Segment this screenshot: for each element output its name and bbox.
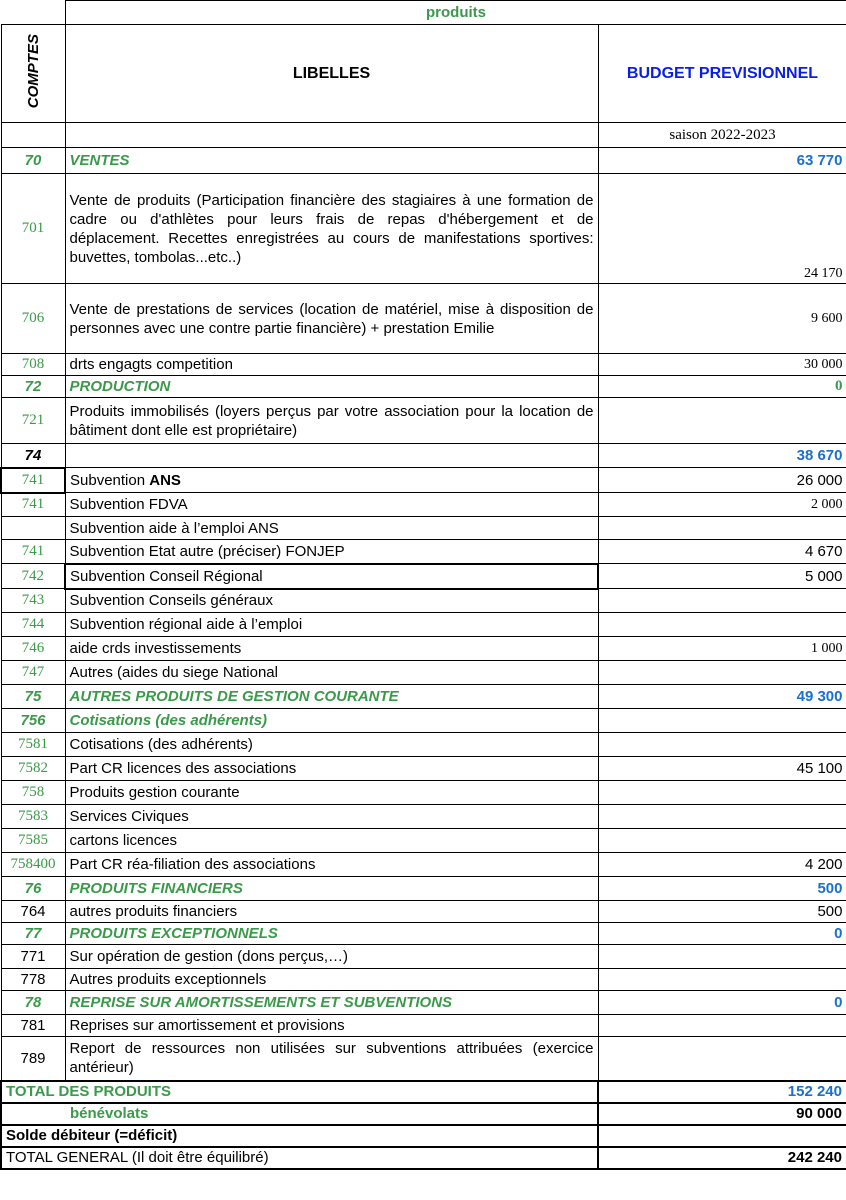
total-produits-label: TOTAL DES PRODUITS <box>1 1081 598 1103</box>
budget-value <box>598 517 846 540</box>
account-label: AUTRES PRODUITS DE GESTION COURANTE <box>65 685 598 709</box>
budget-value: 4 200 <box>598 853 846 877</box>
table-row <box>1 923 846 945</box>
total-row <box>1 1081 846 1103</box>
account-label: Report de ressources non utilisées sur subventions attribuées (exercice antérieur) <box>65 1037 598 1081</box>
table-row <box>1 517 846 540</box>
budget-value <box>598 969 846 991</box>
account-code <box>1 517 65 540</box>
table-row <box>1 376 846 398</box>
table-row <box>1 853 846 877</box>
account-label: Sur opération de gestion (dons perçus,…) <box>65 945 598 969</box>
account-code: 778 <box>1 969 65 991</box>
table-row <box>1 805 846 829</box>
budget-value: 38 670 <box>598 444 846 468</box>
budget-value <box>598 613 846 637</box>
budget-value: 9 600 <box>598 284 846 354</box>
table-row <box>1 444 846 468</box>
account-label: REPRISE SUR AMORTISSEMENTS ET SUBVENTIONS <box>65 991 598 1015</box>
budget-value: 4 670 <box>598 540 846 564</box>
budget-value <box>598 805 846 829</box>
account-code: 746 <box>1 637 65 661</box>
label-text: Subvention <box>70 471 150 489</box>
table-row <box>1 637 846 661</box>
label-bold-text: ANS <box>149 471 181 489</box>
total-general-value: 242 240 <box>598 1147 846 1169</box>
total-row <box>1 1103 846 1125</box>
table-row <box>1 468 846 493</box>
solde-label: Solde débiteur (=déficit) <box>1 1125 598 1147</box>
budget-value: 5 000 <box>598 564 846 589</box>
account-label: Subvention Conseil Régional <box>65 564 598 589</box>
account-label: Services Civiques <box>65 805 598 829</box>
account-label: autres produits financiers <box>65 901 598 923</box>
account-code: 7582 <box>1 757 65 781</box>
table-row <box>1 1037 846 1081</box>
budget-value <box>598 1037 846 1081</box>
account-code: 76 <box>1 877 65 901</box>
budget-value: 26 000 <box>598 468 846 493</box>
table-row <box>1 661 846 685</box>
budget-value: 0 <box>598 923 846 945</box>
account-code: 744 <box>1 613 65 637</box>
account-code: 758 <box>1 781 65 805</box>
budget-value <box>598 589 846 613</box>
account-code: 756 <box>1 709 65 733</box>
libelles-header: LIBELLES <box>65 25 598 123</box>
corner-cell <box>1 1 65 25</box>
account-code: 741 <box>1 468 65 493</box>
table-row <box>1 540 846 564</box>
account-label: Cotisations (des adhérents) <box>65 733 598 757</box>
account-label: drts engagts competition <box>65 354 598 376</box>
account-code: 701 <box>1 174 65 284</box>
account-code: 742 <box>1 564 65 589</box>
empty-cell <box>65 123 598 148</box>
account-label: Part CR licences des associations <box>65 757 598 781</box>
table-row <box>1 709 846 733</box>
account-code: 706 <box>1 284 65 354</box>
account-label: VENTES <box>65 148 598 174</box>
account-label: PRODUCTION <box>65 376 598 398</box>
account-label: Subvention Etat autre (préciser) FONJEP <box>65 540 598 564</box>
total-row <box>1 1125 846 1147</box>
table-row <box>1 1015 846 1037</box>
benevolats-value: 90 000 <box>598 1103 846 1125</box>
table-row <box>1 877 846 901</box>
budget-value <box>598 829 846 853</box>
table-row <box>1 398 846 444</box>
budget-value: 500 <box>598 877 846 901</box>
total-row <box>1 1147 846 1169</box>
account-code: 781 <box>1 1015 65 1037</box>
account-code: 70 <box>1 148 65 174</box>
budget-value <box>598 733 846 757</box>
account-label: Autres produits exceptionnels <box>65 969 598 991</box>
table-row <box>1 991 846 1015</box>
account-label: Reprises sur amortissement et provisions <box>65 1015 598 1037</box>
account-label: Part CR réa-filiation des associations <box>65 853 598 877</box>
table-row <box>1 733 846 757</box>
table-row <box>1 564 846 589</box>
account-code: 7583 <box>1 805 65 829</box>
table-row <box>1 901 846 923</box>
budget-value <box>598 661 846 685</box>
table-row <box>1 354 846 376</box>
table-row <box>1 174 846 284</box>
account-code: 78 <box>1 991 65 1015</box>
budget-value: 1 000 <box>598 637 846 661</box>
account-label: cartons licences <box>65 829 598 853</box>
account-label: Vente de prestations de services (location de matériel, mise à disposition de personnes avec une contre partie financière) + prestation Emilie <box>65 284 598 354</box>
budget-value <box>598 398 846 444</box>
budget-value: 24 170 <box>598 174 846 284</box>
budget-value <box>598 709 846 733</box>
account-label: Produits gestion courante <box>65 781 598 805</box>
budget-value: 0 <box>598 376 846 398</box>
benevolats-label: bénévolats <box>1 1103 598 1125</box>
account-code: 743 <box>1 589 65 613</box>
account-code: 747 <box>1 661 65 685</box>
budget-header: BUDGET PREVISIONNEL <box>598 25 846 123</box>
table-row <box>1 969 846 991</box>
table-row <box>1 757 846 781</box>
table-row <box>1 613 846 637</box>
solde-value <box>598 1125 846 1147</box>
table-row <box>1 493 846 517</box>
account-code: 77 <box>1 923 65 945</box>
account-label: Subvention régional aide à l’emploi <box>65 613 598 637</box>
account-code: 708 <box>1 354 65 376</box>
account-label: Subvention Conseils généraux <box>65 589 598 613</box>
account-label: Produits immobilisés (loyers perçus par votre association pour la location de bâtiment dont elle est propriétaire) <box>65 398 598 444</box>
budget-value: 30 000 <box>598 354 846 376</box>
account-code: 741 <box>1 540 65 564</box>
account-label: Subvention aide à l’emploi ANS <box>65 517 598 540</box>
budget-value: 500 <box>598 901 846 923</box>
budget-value: 63 770 <box>598 148 846 174</box>
account-label: Vente de produits (Participation financière des stagiaires à une formation de cadre ou d'athlètes pour leurs frais de repas d'hébergement et de déplacement. Recettes enregistrées au cours de manifestations sportives: buvettes, tombolas...etc..) <box>65 174 598 284</box>
account-code: 72 <box>1 376 65 398</box>
budget-value <box>598 945 846 969</box>
table-row <box>1 284 846 354</box>
account-code: 74 <box>1 444 65 468</box>
budget-value: 49 300 <box>598 685 846 709</box>
empty-cell <box>1 123 65 148</box>
account-code: 7581 <box>1 733 65 757</box>
account-label: Subvention FDVA <box>65 493 598 517</box>
budget-value: 45 100 <box>598 757 846 781</box>
account-code: 764 <box>1 901 65 923</box>
account-code: 7585 <box>1 829 65 853</box>
account-label: PRODUITS EXCEPTIONNELS <box>65 923 598 945</box>
season-label: saison 2022-2023 <box>598 123 846 148</box>
table-row <box>1 781 846 805</box>
table-row <box>1 829 846 853</box>
account-code: 75 <box>1 685 65 709</box>
account-label <box>65 444 598 468</box>
comptes-header: COMPTES <box>1 25 65 123</box>
table-row <box>1 589 846 613</box>
account-code: 789 <box>1 1037 65 1081</box>
account-label: aide crds investissements <box>65 637 598 661</box>
account-code: 771 <box>1 945 65 969</box>
section-title: produits <box>65 1 846 25</box>
account-label: PRODUITS FINANCIERS <box>65 877 598 901</box>
table-row <box>1 148 846 174</box>
budget-value <box>598 1015 846 1037</box>
budget-value: 2 000 <box>598 493 846 517</box>
account-code: 758400 <box>1 853 65 877</box>
table-row <box>1 685 846 709</box>
table-row <box>1 945 846 969</box>
account-label: Cotisations (des adhérents) <box>65 709 598 733</box>
total-produits-value: 152 240 <box>598 1081 846 1103</box>
account-label: Autres (aides du siege National <box>65 661 598 685</box>
account-code: 741 <box>1 493 65 517</box>
account-label <box>65 468 598 493</box>
budget-value <box>598 781 846 805</box>
account-code: 721 <box>1 398 65 444</box>
budget-value: 0 <box>598 991 846 1015</box>
total-general-label: TOTAL GENERAL (Il doit être équilibré) <box>1 1147 598 1169</box>
